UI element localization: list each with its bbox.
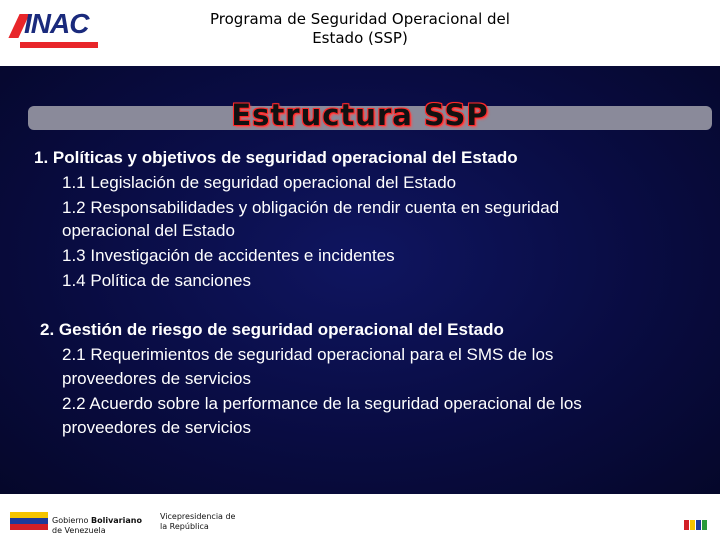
- slide-content: [0, 66, 720, 494]
- item1-sub4: 1.4 Política de sanciones: [62, 271, 252, 290]
- slide-title: Estructura SSP: [231, 98, 489, 132]
- vp-label: [160, 512, 235, 532]
- gov-label-a: Gobierno: [52, 516, 91, 525]
- item1-sub2-line1: 1.2 Responsabilidades y obligación de rendir cuenta en seguridad: [62, 198, 560, 217]
- item2-sub1-line2: proveedores de servicios: [62, 369, 251, 388]
- item2-heading: 2. Gestión de riesgo de seguridad operacional del Estado: [40, 320, 504, 339]
- header-title-line1: Programa de Seguridad Operacional del: [210, 10, 510, 28]
- item2-sub1-line1: 2.1 Requerimientos de seguridad operacional para el SMS de los: [62, 345, 554, 364]
- header-title-line2: Estado (SSP): [312, 29, 408, 47]
- slide-footer: [0, 494, 720, 540]
- vp-label-line2: la República: [160, 522, 209, 531]
- item1-sub3: 1.3 Investigación de accidentes e incidentes: [62, 246, 395, 265]
- inac-logo: [12, 8, 108, 60]
- slide-header: [0, 0, 720, 66]
- logo-text: INAC: [24, 8, 89, 39]
- slide-body: [0, 66, 720, 494]
- gov-label-line2: de Venezuela: [52, 526, 106, 535]
- gov-label-b: Bolivariano: [90, 516, 142, 525]
- header-title: [140, 10, 580, 48]
- item2-sub2-line1: 2.2 Acuerdo sobre la performance de la seguridad operacional de los: [62, 394, 582, 413]
- venezuela-flag-icon: [10, 512, 48, 530]
- item1-sub1: 1.1 Legislación de seguridad operacional del Estado: [62, 173, 457, 192]
- item1-sub2-line2: operacional del Estado: [62, 221, 235, 240]
- item1-heading: 1. Políticas y objetivos de seguridad operacional del Estado: [34, 148, 518, 167]
- item2-sub2-line2: proveedores de servicios: [62, 418, 251, 437]
- vp-label-line1: Vicepresidencia de: [160, 512, 236, 521]
- gov-label: [52, 516, 142, 536]
- logo-banner: [20, 42, 98, 48]
- bicentennial-logo-icon: [684, 518, 710, 532]
